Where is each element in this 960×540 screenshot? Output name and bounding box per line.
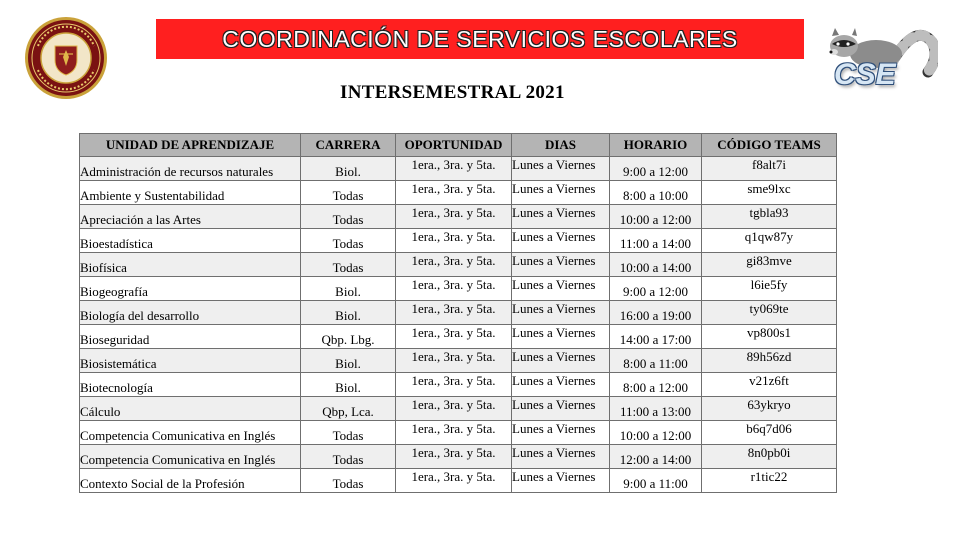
- cell-oportunidad: 1era., 3ra. y 5ta.: [396, 421, 512, 445]
- cell-horario: 9:00 a 12:00: [610, 277, 702, 301]
- cell-carrera: Todas: [301, 445, 396, 469]
- cell-unidad: Administración de recursos naturales: [80, 157, 301, 181]
- table-row: [80, 253, 837, 277]
- cell-oportunidad: 1era., 3ra. y 5ta.: [396, 397, 512, 421]
- cell-dias: Lunes a Viernes: [512, 445, 610, 469]
- cell-carrera: Todas: [301, 181, 396, 205]
- university-seal-icon: [24, 16, 108, 100]
- cell-codigo-teams: 63ykryo: [702, 397, 837, 421]
- cell-oportunidad: 1era., 3ra. y 5ta.: [396, 349, 512, 373]
- cell-carrera: Todas: [301, 469, 396, 493]
- cell-codigo-teams: v21z6ft: [702, 373, 837, 397]
- cell-dias: Lunes a Viernes: [512, 349, 610, 373]
- cell-unidad: Biofísica: [80, 253, 301, 277]
- cell-unidad: Competencia Comunicativa en Inglés: [80, 421, 301, 445]
- cell-codigo-teams: ty069te: [702, 301, 837, 325]
- cell-carrera: Biol.: [301, 349, 396, 373]
- cell-dias: Lunes a Viernes: [512, 181, 610, 205]
- table-row: [80, 349, 837, 373]
- cell-dias: Lunes a Viernes: [512, 397, 610, 421]
- header-carrera: CARRERA: [301, 134, 396, 157]
- cell-dias: Lunes a Viernes: [512, 229, 610, 253]
- cell-oportunidad: 1era., 3ra. y 5ta.: [396, 469, 512, 493]
- table-row: [80, 205, 837, 229]
- cell-codigo-teams: b6q7d06: [702, 421, 837, 445]
- cell-unidad: Contexto Social de la Profesión: [80, 469, 301, 493]
- cell-unidad: Biología del desarrollo: [80, 301, 301, 325]
- table-row: [80, 157, 837, 181]
- table-header-row: [80, 134, 837, 157]
- schedule-table: [79, 133, 837, 493]
- cell-horario: 8:00 a 12:00: [610, 373, 702, 397]
- cell-dias: Lunes a Viernes: [512, 253, 610, 277]
- cell-horario: 8:00 a 11:00: [610, 349, 702, 373]
- cell-unidad: Bioestadística: [80, 229, 301, 253]
- cell-horario: 11:00 a 14:00: [610, 229, 702, 253]
- cell-unidad: Bioseguridad: [80, 325, 301, 349]
- cell-codigo-teams: 89h56zd: [702, 349, 837, 373]
- cell-carrera: Biol.: [301, 277, 396, 301]
- cell-unidad: Apreciación a las Artes: [80, 205, 301, 229]
- cell-carrera: Todas: [301, 205, 396, 229]
- cell-oportunidad: 1era., 3ra. y 5ta.: [396, 229, 512, 253]
- cell-horario: 10:00 a 12:00: [610, 205, 702, 229]
- cell-codigo-teams: q1qw87y: [702, 229, 837, 253]
- table-row: [80, 277, 837, 301]
- table-row: [80, 325, 837, 349]
- cell-unidad: Biosistemática: [80, 349, 301, 373]
- cell-unidad: Biotecnología: [80, 373, 301, 397]
- cell-horario: 11:00 a 13:00: [610, 397, 702, 421]
- cell-codigo-teams: tgbla93: [702, 205, 837, 229]
- cell-horario: 10:00 a 14:00: [610, 253, 702, 277]
- cell-codigo-teams: gi83mve: [702, 253, 837, 277]
- cell-carrera: Todas: [301, 229, 396, 253]
- cell-codigo-teams: sme9lxc: [702, 181, 837, 205]
- cell-unidad: Biogeografía: [80, 277, 301, 301]
- cell-codigo-teams: f8alt7i: [702, 157, 837, 181]
- cell-carrera: Biol.: [301, 301, 396, 325]
- cell-carrera: Todas: [301, 253, 396, 277]
- cell-oportunidad: 1era., 3ra. y 5ta.: [396, 157, 512, 181]
- cell-codigo-teams: vp800s1: [702, 325, 837, 349]
- cell-oportunidad: 1era., 3ra. y 5ta.: [396, 181, 512, 205]
- cell-dias: Lunes a Viernes: [512, 157, 610, 181]
- cell-carrera: Todas: [301, 421, 396, 445]
- cell-carrera: Biol.: [301, 157, 396, 181]
- header-horario: HORARIO: [610, 134, 702, 157]
- table-row: [80, 181, 837, 205]
- cell-horario: 9:00 a 11:00: [610, 469, 702, 493]
- cell-oportunidad: 1era., 3ra. y 5ta.: [396, 301, 512, 325]
- cell-codigo-teams: r1tic22: [702, 469, 837, 493]
- cell-dias: Lunes a Viernes: [512, 421, 610, 445]
- table-row: [80, 469, 837, 493]
- cell-horario: 16:00 a 19:00: [610, 301, 702, 325]
- banner-title: COORDINACIÓN DE SERVICIOS ESCOLARES: [222, 25, 738, 52]
- cell-oportunidad: 1era., 3ra. y 5ta.: [396, 325, 512, 349]
- page-title: INTERSEMESTRAL 2021: [340, 82, 565, 103]
- cell-dias: Lunes a Viernes: [512, 469, 610, 493]
- header-oportunidad: OPORTUNIDAD: [396, 134, 512, 157]
- header-codigo-teams: CÓDIGO TEAMS: [702, 134, 837, 157]
- cse-brand-text: CSE: [834, 58, 896, 91]
- cell-unidad: Ambiente y Sustentabilidad: [80, 181, 301, 205]
- cell-codigo-teams: 8n0pb0i: [702, 445, 837, 469]
- cell-oportunidad: 1era., 3ra. y 5ta.: [396, 205, 512, 229]
- cell-carrera: Qbp, Lca.: [301, 397, 396, 421]
- header-unidad: UNIDAD DE APRENDIZAJE: [80, 134, 301, 157]
- cell-oportunidad: 1era., 3ra. y 5ta.: [396, 277, 512, 301]
- cell-dias: Lunes a Viernes: [512, 277, 610, 301]
- cell-horario: 12:00 a 14:00: [610, 445, 702, 469]
- table-row: [80, 421, 837, 445]
- cell-dias: Lunes a Viernes: [512, 301, 610, 325]
- cell-dias: Lunes a Viernes: [512, 373, 610, 397]
- cell-dias: Lunes a Viernes: [512, 325, 610, 349]
- cell-horario: 14:00 a 17:00: [610, 325, 702, 349]
- cell-carrera: Qbp. Lbg.: [301, 325, 396, 349]
- header-banner: [156, 19, 804, 59]
- cell-unidad: Cálculo: [80, 397, 301, 421]
- cell-oportunidad: 1era., 3ra. y 5ta.: [396, 373, 512, 397]
- table-row: [80, 397, 837, 421]
- table-row: [80, 445, 837, 469]
- table-row: [80, 301, 837, 325]
- cell-oportunidad: 1era., 3ra. y 5ta.: [396, 445, 512, 469]
- table-row: [80, 373, 837, 397]
- cell-horario: 8:00 a 10:00: [610, 181, 702, 205]
- cell-codigo-teams: l6ie5fy: [702, 277, 837, 301]
- cell-horario: 10:00 a 12:00: [610, 421, 702, 445]
- cell-carrera: Biol.: [301, 373, 396, 397]
- cell-horario: 9:00 a 12:00: [610, 157, 702, 181]
- cell-unidad: Competencia Comunicativa en Inglés: [80, 445, 301, 469]
- cell-dias: Lunes a Viernes: [512, 205, 610, 229]
- header-dias: DIAS: [512, 134, 610, 157]
- table-row: [80, 229, 837, 253]
- cell-oportunidad: 1era., 3ra. y 5ta.: [396, 253, 512, 277]
